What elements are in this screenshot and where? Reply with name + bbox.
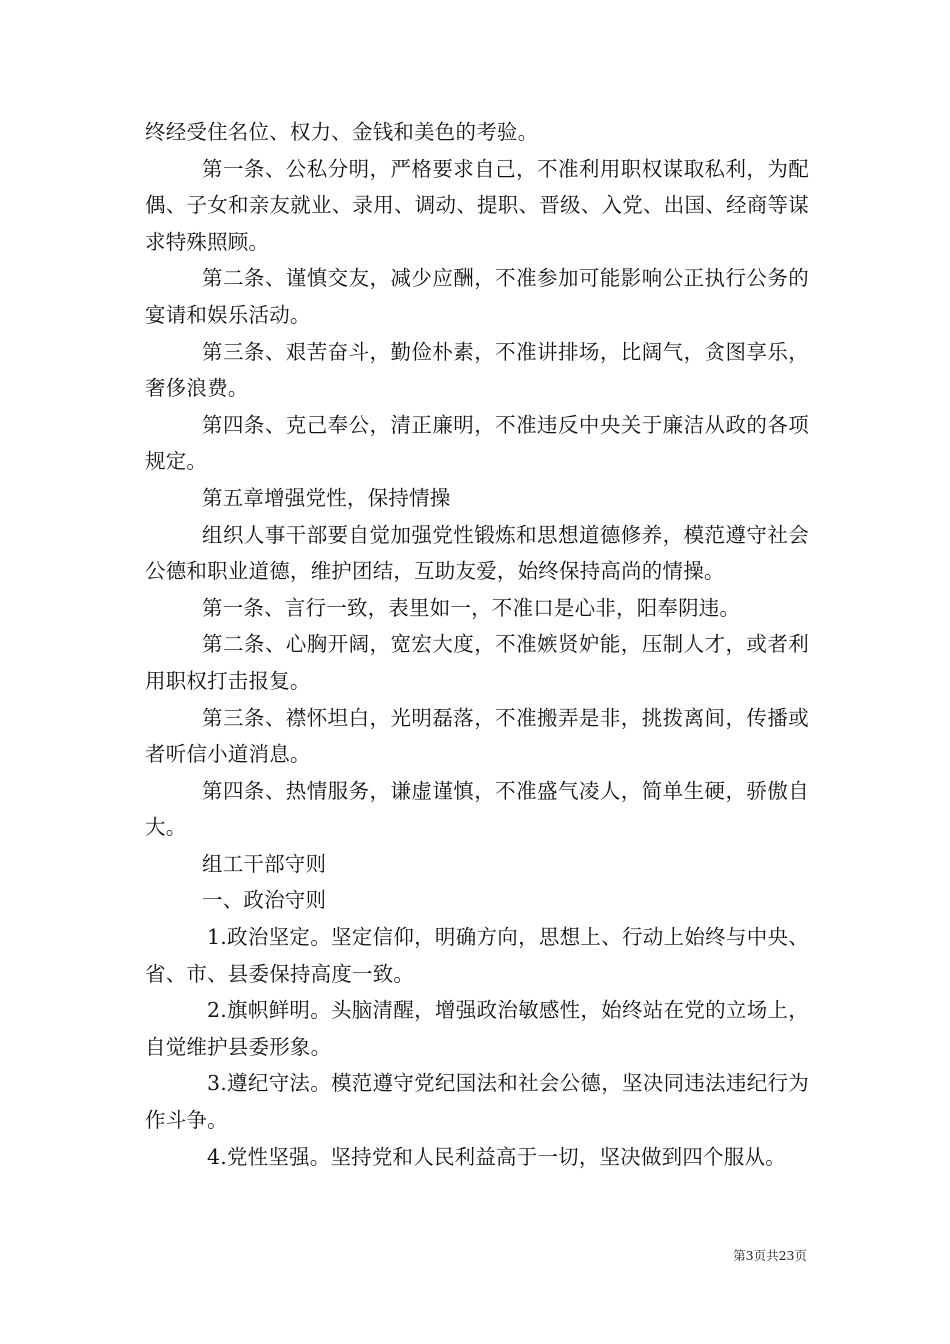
numbered-item-2: 2.旗帜鲜明。头脑清醒，增强政治敏感性，始终站在党的立场上，自觉维护县委形象。 xyxy=(145,998,809,1059)
numbered-item-4: 4.党性坚强。坚持党和人民利益高于一切，坚决做到四个服从。 xyxy=(207,1144,786,1169)
numbered-item-3: 3.遵纪守法。模范遵守党纪国法和社会公德，坚决同违法违纪行为作斗争。 xyxy=(145,1071,809,1133)
paragraph-3: 第二条、谨慎交友，减少应酬，不准参加可能影响公正执行公务的宴请和娱乐活动。 xyxy=(145,266,809,327)
subsection-title: 一、政治守则 xyxy=(202,888,327,913)
paragraph-5: 第四条、克己奉公，清正廉明，不准违反中央关于廉洁从政的各项规定。 xyxy=(145,412,809,474)
paragraph-10: 第三条、襟怀坦白，光明磊落，不准搬弄是非，挑拨离间，传播或者听信小道消息。 xyxy=(145,705,809,767)
paragraph-1: 终经受住名位、权力、金钱和美色的考验。 xyxy=(145,120,539,144)
chapter-heading: 第五章增强党性，保持情操 xyxy=(202,485,451,510)
page-number-footer: 第3页共23页 xyxy=(733,1248,807,1263)
paragraph-11: 第四条、热情服务，谦虚谨慎，不准盛气凌人，简单生硬，骄傲自大。 xyxy=(145,778,809,840)
paragraph-7: 组织人事干部要自觉加强党性锻炼和思想道德修养，模范遵守社会公德和职业道德，维护团结，互助友爱，始终保持高尚的情操。 xyxy=(145,522,809,584)
paragraph-2: 第一条、公私分明，严格要求自己，不准利用职权谋取私利，为配偶、子女和亲友就业、录用、调动、提职、晋级、入党、出国、经商等谋求特殊照顾。 xyxy=(145,156,809,254)
paragraph-9: 第二条、心胸开阔，宽宏大度，不准嫉贤妒能，压制人才，或者利用职权打击报复。 xyxy=(145,632,809,693)
paragraph-8: 第一条、言行一致，表里如一，不准口是心非，阳奉阴违。 xyxy=(202,595,741,620)
numbered-item-1: 1.政治坚定。坚定信仰，明确方向，思想上、行动上始终与中央、省、市、县委保持高度一致。 xyxy=(145,925,809,986)
paragraph-4: 第三条、艰苦奋斗，勤俭朴素，不准讲排场，比阔气，贪图享乐，奢侈浪费。 xyxy=(145,339,809,401)
document-body xyxy=(145,114,809,1175)
section-title: 组工干部守则 xyxy=(202,851,327,876)
